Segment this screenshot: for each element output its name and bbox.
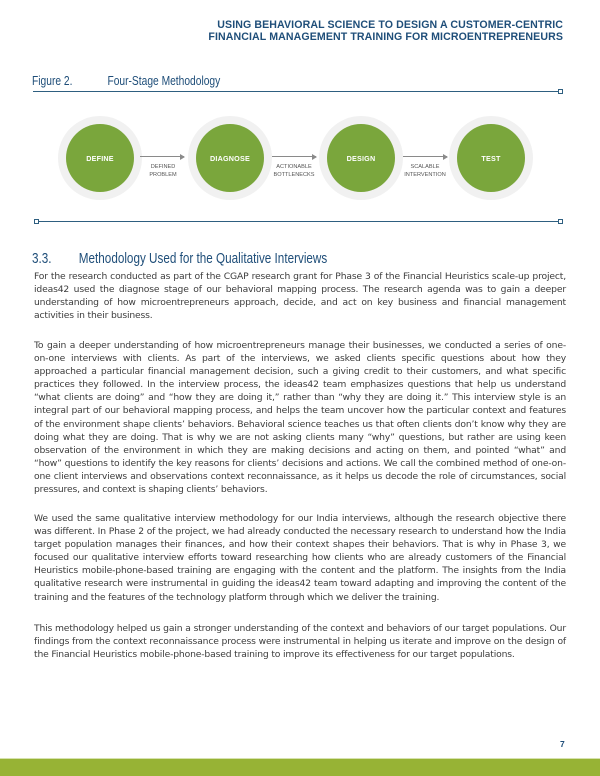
arrow-icon — [272, 156, 316, 157]
transition-line-2: PROBLEM — [149, 171, 177, 178]
figure-bottom-rule — [39, 221, 558, 222]
arrow-icon — [403, 156, 447, 157]
figure-caption — [32, 74, 220, 88]
stage-label: TEST — [481, 153, 501, 163]
section-heading — [32, 250, 327, 267]
transition-line-2: BOTTLENECKS — [273, 171, 315, 178]
rule-end-marker — [558, 219, 563, 224]
page-number: 7 — [560, 739, 565, 749]
transition-line-2: INTERVENTION — [404, 171, 446, 178]
arrow-icon — [140, 156, 184, 157]
footer-band — [0, 758, 600, 776]
transition-line-1: ACTIONABLE — [276, 164, 312, 170]
four-stage-diagram — [30, 100, 570, 220]
transition-line-1: DEFINED — [150, 164, 176, 170]
figure-top-rule — [33, 91, 560, 92]
body-paragraph: This methodology helped us gain a stronger understanding of the context and behaviors of our target populations. Our findings from the context reconnaissance process were instrumental in helping us iterate and improve on the design of the Financial Heuristics mobile-phone-based training to improve its effectiveness for our target populations. — [34, 623, 566, 661]
running-header-line-1: USING BEHAVIORAL SCIENCE TO DESIGN A CUSTOMER-CENTRIC — [217, 19, 563, 31]
stage-label: DIAGNOSE — [210, 153, 250, 163]
figure-title: Four-Stage Methodology — [107, 74, 221, 88]
section-title: Methodology Used for the Qualitative Interviews — [78, 250, 328, 267]
rule-end-marker — [558, 89, 563, 94]
stage-diagnose — [196, 124, 264, 192]
stage-label: DESIGN — [346, 153, 376, 163]
stage-test — [457, 124, 525, 192]
figure-number: Figure 2. — [32, 74, 73, 88]
stage-define — [66, 124, 134, 192]
stage-design — [327, 124, 395, 192]
body-paragraph: We used the same qualitative interview methodology for our India interviews, although the research objective there was different. In Phase 2 of the project, we had already conducted the necessary research to understand how the India target population manages their finances, and how their context shapes their behaviors. That is why in Phase 3, we focused our qualitative interview efforts toward researching how clients who are already customers of the Financial Heuristics mobile-phone-based training are engaging with the content and the platform. The insights from the India qualitative research were instrumental in guiding the ideas42 team toward adapting and improving the content of the training and the features of the technology platform through which we deliver the training. — [34, 513, 566, 603]
transition-line-1: SCALABLE — [410, 164, 440, 170]
running-header — [143, 19, 563, 43]
body-paragraph: To gain a deeper understanding of how microentrepreneurs manage their businesses, we conducted a series of one-on-one interviews with clients. As part of the interviews, we asked clients specific questions about how they approached a particular financial management decision, such a giving credit to their customers, and what specific practices they followed. In the interview process, the ideas42 team emphasizes questions that help us understand “what clients are doing” and “how they are doing it,” rather than “why they are doing it.” This interview style is an integral part of our behavioral mapping process, and helps the team uncover how the particular context and features of the environment shape clients’ behaviors. Behavioral science teaches us that often clients don’t know why they are doing what they are doing. That is why we are not asking clients many “why” questions, but rather are using keen observation of the environment in which they are making decisions and acting on them, and pointed “what” and “how” questions to identify the key reasons for clients’ decisions and actions. We call the combined method of one-on-one client interviews and observations context reconnaissance, as it helps us decode the role of circumstances, social pressures, and context is shaping clients’ behaviors. — [34, 340, 566, 496]
transition-label-defined-problem — [128, 164, 198, 179]
section-number: 3.3. — [32, 250, 52, 267]
stage-label: DEFINE — [86, 153, 114, 163]
body-paragraph: For the research conducted as part of the CGAP research grant for Phase 3 of the Financial Heuristics scale-up project, ideas42 used the diagnose stage of our behavioral mapping process. The research agenda was to gain a deeper understanding of how microentrepreneurs approach, decide, and act on key business and financial management activities in their business. — [34, 271, 566, 322]
transition-label-actionable-bottlenecks — [259, 164, 329, 179]
running-header-line-2: FINANCIAL MANAGEMENT TRAINING FOR MICROENTREPRENEURS — [208, 31, 563, 43]
